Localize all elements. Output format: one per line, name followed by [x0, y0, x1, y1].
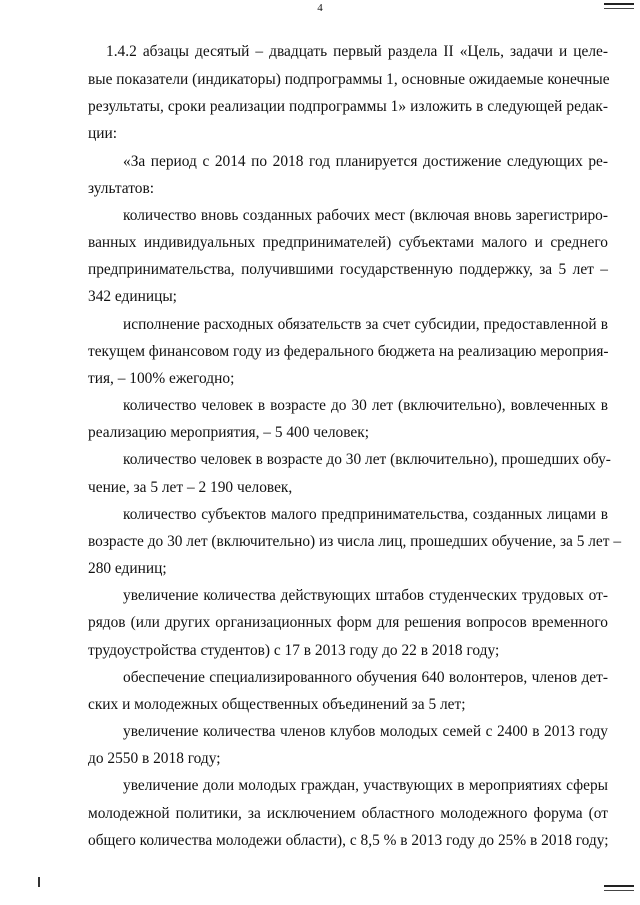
- text-line: «За период с 2014 по 2018 год планируется достижение следующих ре-: [123, 153, 608, 170]
- text-line: рядов (или других организационных форм для решения вопросов временного: [88, 614, 608, 631]
- text-line: 280 единиц;: [88, 560, 167, 577]
- text-line: исполнение расходных обязательств за счет субсидии, предоставленной в: [123, 316, 608, 333]
- text-line: результаты, сроки реализации подпрограммы 1» изложить в следующей редак-: [88, 98, 608, 115]
- text-line: общего количества молодежи области), с 8,5 % в 2013 году до 25% в 2018 году;: [88, 832, 609, 849]
- text-line: увеличение доли молодых граждан, участвующих в мероприятиях сферы: [123, 777, 608, 794]
- scan-mark-bottom: [604, 885, 634, 891]
- text-line: ских и молодежных общественных объединений за 5 лет;: [88, 696, 466, 713]
- text-line: предпринимательства, получившими государственную поддержку, за 5 лет –: [88, 261, 608, 278]
- text-line: чение, за 5 лет – 2 190 человек,: [88, 479, 293, 496]
- text-line: 1.4.2 абзацы десятый – двадцать первый раздела II «Цель, задачи и целе-: [106, 43, 608, 60]
- text-line: реализацию мероприятия, – 5 400 человек;: [88, 424, 369, 441]
- text-line: обеспечение специализированного обучения 640 волонтеров, членов дет-: [123, 669, 608, 686]
- text-line: ванных индивидуальных предпринимателей) субъектами малого и среднего: [88, 234, 608, 251]
- text-line: трудоустройства студентов) с 17 в 2013 году до 22 в 2018 году;: [88, 642, 500, 659]
- text-line: тия, – 100% ежегодно;: [88, 370, 235, 387]
- text-line: увеличение количества действующих штабов студенческих трудовых от-: [123, 587, 608, 604]
- margin-tick: [38, 877, 40, 887]
- text-line: текущем финансовом году из федерального бюджета на реализацию мероприя-: [88, 343, 609, 360]
- text-line: увеличение количества членов клубов молодых семей с 2400 в 2013 году: [123, 723, 608, 740]
- text-line: количество человек в возрасте до 30 лет (включительно), вовлеченных в: [123, 397, 608, 414]
- text-line: 342 единицы;: [88, 288, 177, 305]
- text-line: до 2550 в 2018 году;: [88, 750, 221, 767]
- text-line: ции:: [88, 125, 117, 142]
- text-line: возрасте до 30 лет (включительно) из числа лиц, прошедших обучение, за 5 лет –: [88, 533, 622, 550]
- text-line: молодежной политики, за исключением областного молодежного форума (от: [88, 805, 608, 822]
- page-number: 4: [317, 2, 323, 14]
- text-line: количество вновь созданных рабочих мест (включая вновь зарегистриро-: [123, 207, 608, 224]
- text-line: вые показатели (индикаторы) подпрограммы 1, основные ожидаемые конечные: [88, 71, 610, 88]
- text-line: зультатов:: [88, 180, 154, 197]
- text-line: количество человек в возрасте до 30 лет (включительно), прошедших обу-: [123, 451, 611, 468]
- text-line: количество субъектов малого предпринимательства, созданных лицами в: [123, 506, 608, 523]
